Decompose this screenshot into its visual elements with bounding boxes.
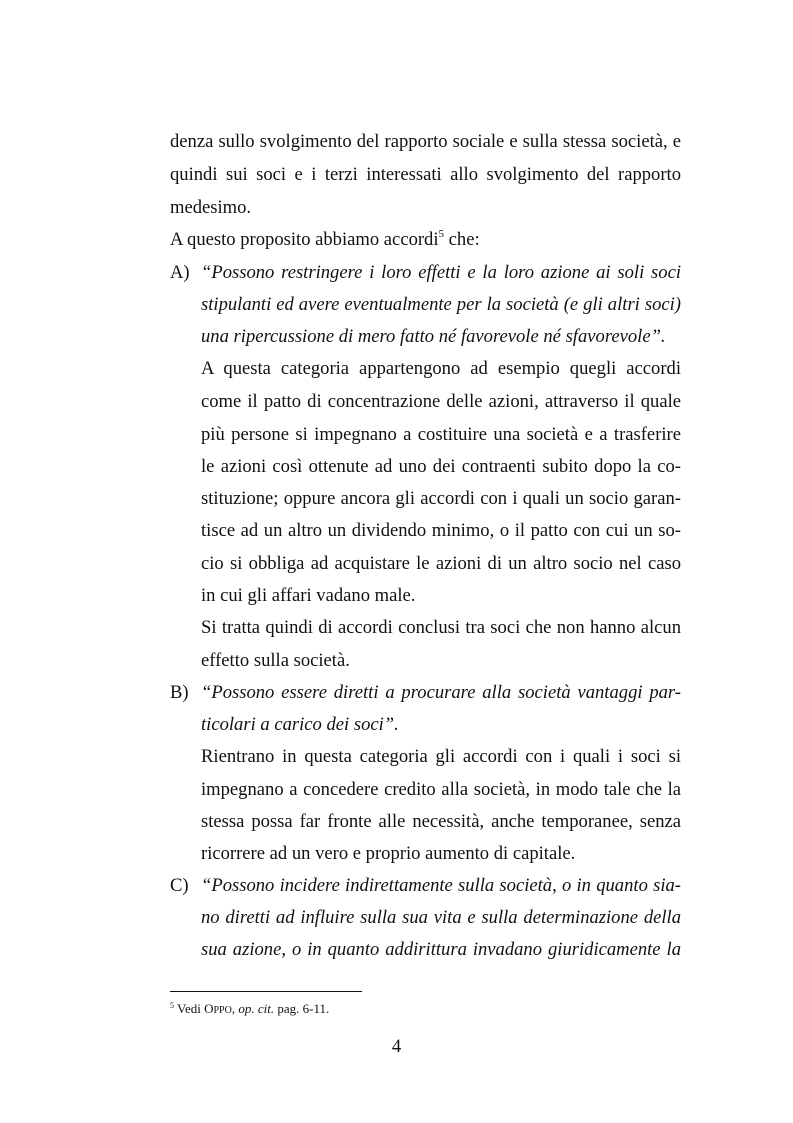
body-line: più persone si impegnano a costituire una società e a trasferire bbox=[201, 424, 681, 445]
body-line: quindi sui soci e i terzi interessati allo svolgimento del rapporto bbox=[170, 164, 681, 185]
quote-line: una ripercussione di mero fatto né favorevole né sfavorevole”. bbox=[201, 326, 666, 347]
body-line: denza sullo svolgimento del rapporto sociale e sulla stessa società, e bbox=[170, 131, 681, 152]
quote-line: ticolari a carico dei soci”. bbox=[201, 714, 399, 735]
body-line: ricorrere ad un vero e proprio aumento di capitale. bbox=[201, 843, 576, 864]
footnote-ref[interactable]: 5 bbox=[438, 227, 445, 240]
footnote-number: 5 bbox=[170, 1000, 174, 1010]
body-line: stessa possa far fronte alle necessità, anche temporanee, senza bbox=[201, 811, 681, 832]
body-line: le azioni così ottenute ad uno dei contraenti subito dopo la co- bbox=[201, 456, 681, 477]
footnote-cit: op. cit. bbox=[238, 1001, 275, 1016]
body-line: medesimo. bbox=[170, 197, 252, 218]
quote-line: no diretti ad influire sulla sua vita e sulla determinazione della bbox=[201, 907, 681, 928]
body-line: in cui gli affari vadano male. bbox=[201, 585, 416, 606]
quote-line: “Possono incidere indirettamente sulla società, o in quanto sia- bbox=[201, 875, 681, 896]
quote-line: stipulanti ed avere eventualmente per la società (e gli altri soci) bbox=[201, 294, 681, 315]
body-line: A questa categoria appartengono ad esempio quegli accordi bbox=[201, 358, 681, 379]
item-label-b: B) bbox=[170, 682, 189, 703]
body-line: stituzione; oppure ancora gli accordi con i quali un socio garan- bbox=[201, 488, 681, 509]
quote-line: “Possono essere diretti a procurare alla società vantaggi par- bbox=[201, 682, 681, 703]
item-label-a: A) bbox=[170, 262, 190, 283]
body-line: cio si obbliga ad acquistare le azioni di un altro socio nel caso bbox=[201, 553, 681, 574]
item-label-c: C) bbox=[170, 875, 189, 896]
quote-line: “Possono restringere i loro effetti e la loro azione ai soli soci bbox=[201, 262, 681, 283]
footnote-author: OPPO bbox=[204, 1001, 232, 1016]
body-line: come il patto di concentrazione delle azioni, attraverso il quale bbox=[201, 391, 681, 412]
body-line: tisce ad un altro un dividendo minimo, o il patto con cui un so- bbox=[201, 520, 681, 541]
page-number: 4 bbox=[391, 1036, 402, 1057]
body-line: impegnano a concedere credito alla società, in modo tale che la bbox=[201, 779, 681, 800]
body-line: Rientrano in questa categoria gli accordi con i quali i soci si bbox=[201, 746, 681, 767]
body-line-accordi: A questo proposito abbiamo accordi$^5$ che: bbox=[170, 227, 480, 250]
body-line: Si tratta quindi di accordi conclusi tra soci che non hanno alcun bbox=[201, 617, 681, 638]
footnote: $^5$ Vedi OPPO, op. cit. pag. 6-11. bbox=[170, 1000, 330, 1016]
footnote-rule bbox=[170, 991, 362, 992]
body-line: effetto sulla società. bbox=[201, 650, 350, 671]
quote-line: sua azione, o in quanto addirittura invadano giuridicamente la bbox=[201, 939, 681, 960]
